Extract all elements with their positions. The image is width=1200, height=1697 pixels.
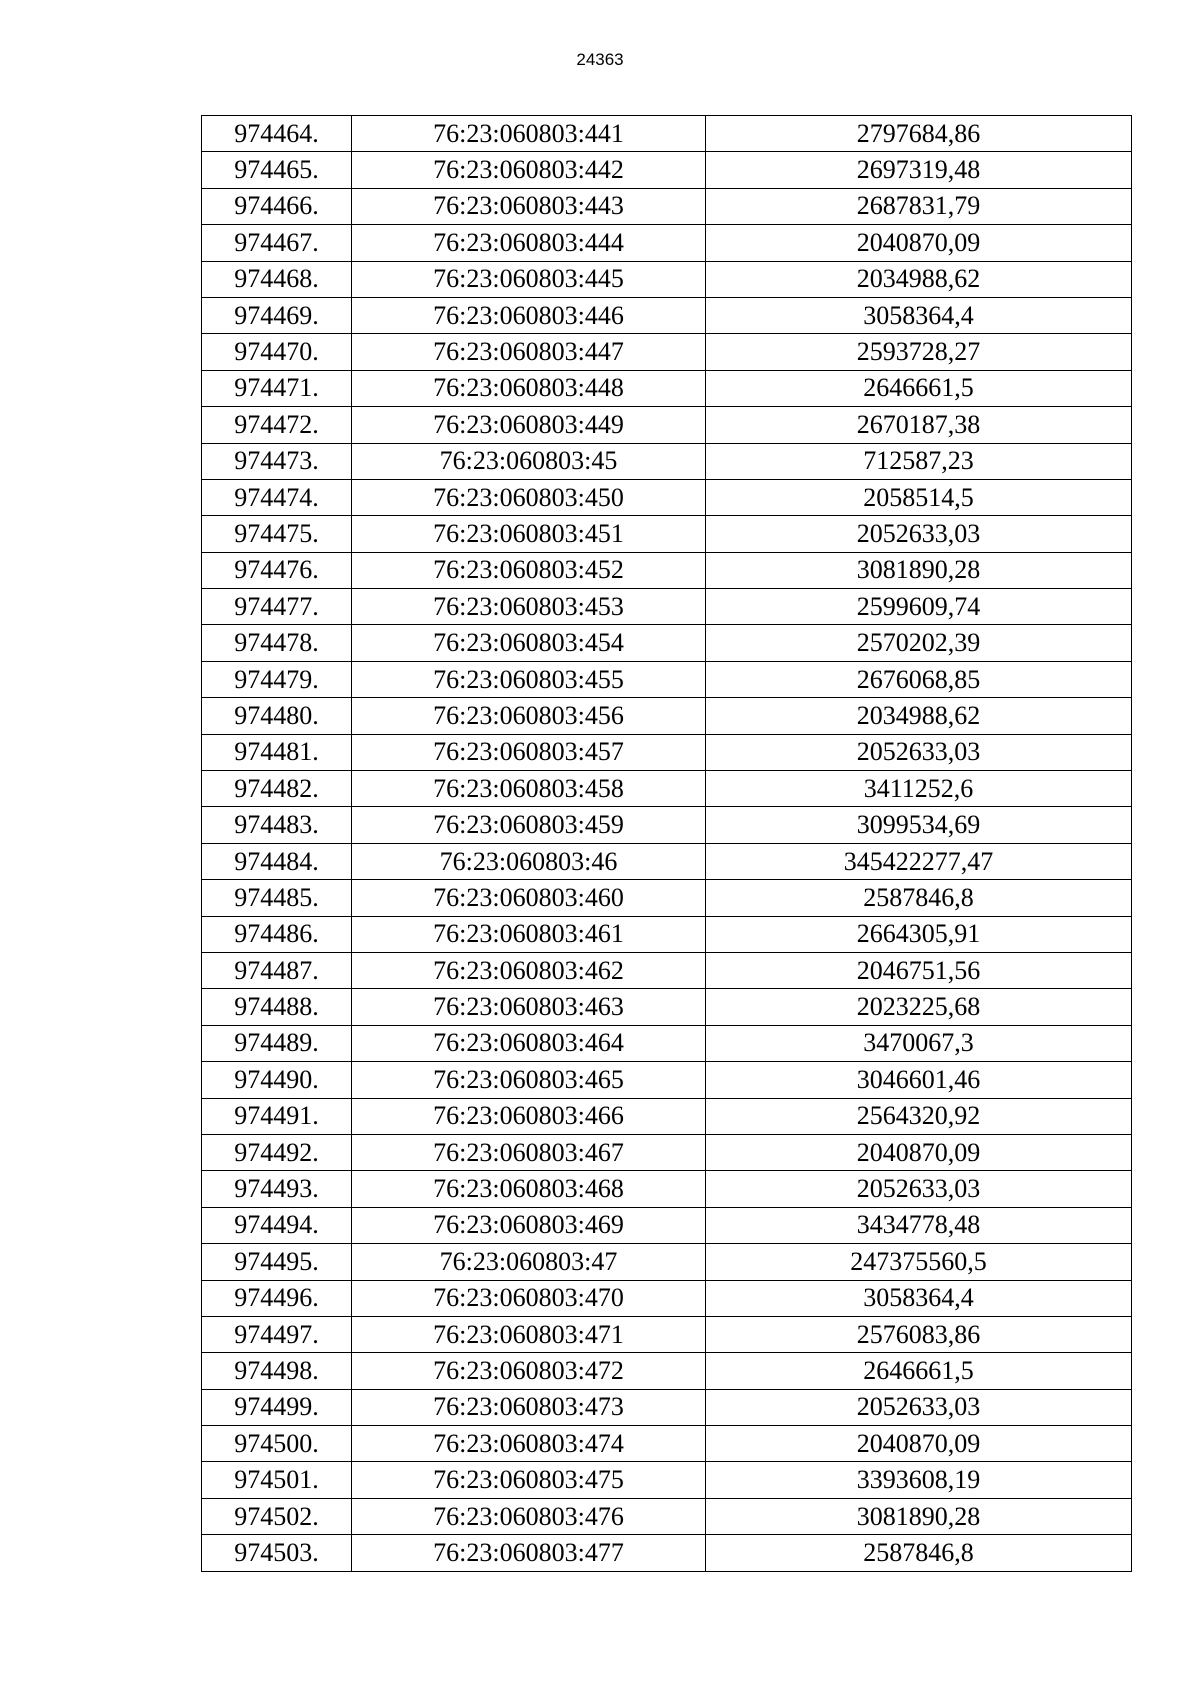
table-row — [202, 1244, 1132, 1280]
row-number-cell: 974502. — [202, 1498, 352, 1534]
table-row — [202, 771, 1132, 807]
cadastral-number-cell: 76:23:060803:466 — [352, 1098, 706, 1134]
row-number-cell: 974503. — [202, 1535, 352, 1571]
cadastral-value-cell: 2040870,09 — [706, 1134, 1132, 1170]
cadastral-value-cell: 2052633,03 — [706, 1171, 1132, 1207]
cadastral-value-cell: 2646661,5 — [706, 370, 1132, 406]
cadastral-number-cell: 76:23:060803:463 — [352, 989, 706, 1025]
cadastral-number-cell: 76:23:060803:452 — [352, 552, 706, 588]
cadastral-value-cell: 2599609,74 — [706, 589, 1132, 625]
table-row — [202, 407, 1132, 443]
cadastral-value-cell: 247375560,5 — [706, 1244, 1132, 1280]
cadastral-value-cell: 3081890,28 — [706, 1498, 1132, 1534]
cadastral-number-cell: 76:23:060803:470 — [352, 1280, 706, 1316]
table-row — [202, 1134, 1132, 1170]
row-number-cell: 974477. — [202, 589, 352, 625]
row-number-cell: 974480. — [202, 698, 352, 734]
cadastral-number-cell: 76:23:060803:456 — [352, 698, 706, 734]
table-row — [202, 479, 1132, 515]
row-number-cell: 974486. — [202, 916, 352, 952]
row-number-cell: 974476. — [202, 552, 352, 588]
cadastral-value-cell: 2676068,85 — [706, 661, 1132, 697]
table-row — [202, 589, 1132, 625]
cadastral-value-cell: 2687831,79 — [706, 188, 1132, 224]
cadastral-value-cell: 3058364,4 — [706, 1280, 1132, 1316]
cadastral-number-cell: 76:23:060803:445 — [352, 261, 706, 297]
cadastral-value-cell: 2040870,09 — [706, 1426, 1132, 1462]
cadastral-number-cell: 76:23:060803:459 — [352, 807, 706, 843]
table-row — [202, 370, 1132, 406]
row-number-cell: 974472. — [202, 407, 352, 443]
table-row — [202, 1535, 1132, 1571]
cadastral-value-cell: 2587846,8 — [706, 880, 1132, 916]
cadastral-number-cell: 76:23:060803:458 — [352, 771, 706, 807]
row-number-cell: 974469. — [202, 297, 352, 333]
row-number-cell: 974484. — [202, 843, 352, 879]
cadastral-value-cell: 2797684,86 — [706, 116, 1132, 152]
row-number-cell: 974487. — [202, 952, 352, 988]
cadastral-value-cell: 2664305,91 — [706, 916, 1132, 952]
table-row — [202, 552, 1132, 588]
row-number-cell: 974497. — [202, 1316, 352, 1352]
table-row — [202, 916, 1132, 952]
cadastral-number-cell: 76:23:060803:446 — [352, 297, 706, 333]
table-row — [202, 734, 1132, 770]
table-row — [202, 698, 1132, 734]
table-row — [202, 1462, 1132, 1498]
row-number-cell: 974475. — [202, 516, 352, 552]
cadastral-value-cell: 2697319,48 — [706, 152, 1132, 188]
cadastral-value-cell: 2040870,09 — [706, 225, 1132, 261]
table-row — [202, 116, 1132, 152]
cadastral-value-cell: 2034988,62 — [706, 698, 1132, 734]
cadastral-number-cell: 76:23:060803:457 — [352, 734, 706, 770]
cadastral-value-cell: 2052633,03 — [706, 516, 1132, 552]
table-row — [202, 1426, 1132, 1462]
table-row — [202, 1498, 1132, 1534]
table-row — [202, 1098, 1132, 1134]
cadastral-value-cell: 2670187,38 — [706, 407, 1132, 443]
row-number-cell: 974473. — [202, 443, 352, 479]
table-row — [202, 261, 1132, 297]
cadastral-value-cell: 2023225,68 — [706, 989, 1132, 1025]
cadastral-value-cell: 3046601,46 — [706, 1062, 1132, 1098]
cadastral-number-cell: 76:23:060803:475 — [352, 1462, 706, 1498]
cadastral-number-cell: 76:23:060803:450 — [352, 479, 706, 515]
row-number-cell: 974500. — [202, 1426, 352, 1462]
cadastral-number-cell: 76:23:060803:45 — [352, 443, 706, 479]
cadastral-number-cell: 76:23:060803:443 — [352, 188, 706, 224]
cadastral-number-cell: 76:23:060803:473 — [352, 1389, 706, 1425]
cadastral-number-cell: 76:23:060803:465 — [352, 1062, 706, 1098]
cadastral-value-cell: 3058364,4 — [706, 297, 1132, 333]
cadastral-value-cell: 3411252,6 — [706, 771, 1132, 807]
cadastral-value-cell: 345422277,47 — [706, 843, 1132, 879]
table-row — [202, 1025, 1132, 1061]
cadastral-number-cell: 76:23:060803:448 — [352, 370, 706, 406]
cadastral-number-cell: 76:23:060803:471 — [352, 1316, 706, 1352]
cadastral-number-cell: 76:23:060803:441 — [352, 116, 706, 152]
table-row — [202, 989, 1132, 1025]
row-number-cell: 974470. — [202, 334, 352, 370]
table-row — [202, 334, 1132, 370]
cadastral-value-cell: 2564320,92 — [706, 1098, 1132, 1134]
row-number-cell: 974478. — [202, 625, 352, 661]
cadastral-number-cell: 76:23:060803:469 — [352, 1207, 706, 1243]
table-row — [202, 625, 1132, 661]
row-number-cell: 974471. — [202, 370, 352, 406]
table-row — [202, 1353, 1132, 1389]
cadastral-number-cell: 76:23:060803:46 — [352, 843, 706, 879]
row-number-cell: 974465. — [202, 152, 352, 188]
cadastral-value-cell: 2587846,8 — [706, 1535, 1132, 1571]
table-row — [202, 1062, 1132, 1098]
cadastral-value-cell: 2570202,39 — [706, 625, 1132, 661]
table-row — [202, 1207, 1132, 1243]
cadastral-number-cell: 76:23:060803:451 — [352, 516, 706, 552]
row-number-cell: 974466. — [202, 188, 352, 224]
cadastral-value-cell: 712587,23 — [706, 443, 1132, 479]
row-number-cell: 974496. — [202, 1280, 352, 1316]
cadastral-number-cell: 76:23:060803:444 — [352, 225, 706, 261]
table-row — [202, 661, 1132, 697]
cadastral-value-cell: 3470067,3 — [706, 1025, 1132, 1061]
row-number-cell: 974491. — [202, 1098, 352, 1134]
row-number-cell: 974464. — [202, 116, 352, 152]
cadastral-value-cell: 2052633,03 — [706, 1389, 1132, 1425]
cadastral-number-cell: 76:23:060803:476 — [352, 1498, 706, 1534]
cadastral-value-cell: 3434778,48 — [706, 1207, 1132, 1243]
cadastral-number-cell: 76:23:060803:468 — [352, 1171, 706, 1207]
row-number-cell: 974474. — [202, 479, 352, 515]
table-row — [202, 152, 1132, 188]
row-number-cell: 974482. — [202, 771, 352, 807]
table-row — [202, 843, 1132, 879]
row-number-cell: 974483. — [202, 807, 352, 843]
cadastral-number-cell: 76:23:060803:47 — [352, 1244, 706, 1280]
row-number-cell: 974481. — [202, 734, 352, 770]
cadastral-value-cell: 3081890,28 — [706, 552, 1132, 588]
table-row — [202, 1280, 1132, 1316]
cadastral-number-cell: 76:23:060803:472 — [352, 1353, 706, 1389]
cadastral-number-cell: 76:23:060803:460 — [352, 880, 706, 916]
cadastral-number-cell: 76:23:060803:449 — [352, 407, 706, 443]
row-number-cell: 974494. — [202, 1207, 352, 1243]
table-row — [202, 443, 1132, 479]
cadastral-number-cell: 76:23:060803:453 — [352, 589, 706, 625]
row-number-cell: 974493. — [202, 1171, 352, 1207]
table-row — [202, 807, 1132, 843]
table-row — [202, 297, 1132, 333]
cadastral-number-cell: 76:23:060803:477 — [352, 1535, 706, 1571]
cadastral-number-cell: 76:23:060803:442 — [352, 152, 706, 188]
table-row — [202, 952, 1132, 988]
table-row — [202, 1316, 1132, 1352]
row-number-cell: 974495. — [202, 1244, 352, 1280]
row-number-cell: 974489. — [202, 1025, 352, 1061]
cadastral-number-cell: 76:23:060803:464 — [352, 1025, 706, 1061]
table-row — [202, 516, 1132, 552]
table-row — [202, 880, 1132, 916]
cadastral-value-cell: 2052633,03 — [706, 734, 1132, 770]
cadastral-number-cell: 76:23:060803:455 — [352, 661, 706, 697]
row-number-cell: 974499. — [202, 1389, 352, 1425]
cadastral-number-cell: 76:23:060803:474 — [352, 1426, 706, 1462]
table-row — [202, 1389, 1132, 1425]
cadastral-number-cell: 76:23:060803:461 — [352, 916, 706, 952]
cadastral-value-table — [201, 115, 1132, 1572]
cadastral-value-cell: 2576083,86 — [706, 1316, 1132, 1352]
table-body — [202, 116, 1132, 1572]
table-row — [202, 1171, 1132, 1207]
cadastral-value-cell: 2646661,5 — [706, 1353, 1132, 1389]
table-row — [202, 188, 1132, 224]
row-number-cell: 974488. — [202, 989, 352, 1025]
cadastral-number-cell: 76:23:060803:467 — [352, 1134, 706, 1170]
cadastral-value-cell: 2058514,5 — [706, 479, 1132, 515]
cadastral-value-cell: 2046751,56 — [706, 952, 1132, 988]
cadastral-value-cell: 3393608,19 — [706, 1462, 1132, 1498]
row-number-cell: 974498. — [202, 1353, 352, 1389]
cadastral-number-cell: 76:23:060803:447 — [352, 334, 706, 370]
cadastral-value-cell: 2034988,62 — [706, 261, 1132, 297]
row-number-cell: 974467. — [202, 225, 352, 261]
cadastral-value-cell: 2593728,27 — [706, 334, 1132, 370]
row-number-cell: 974501. — [202, 1462, 352, 1498]
page-number: 24363 — [576, 50, 624, 69]
cadastral-value-cell: 3099534,69 — [706, 807, 1132, 843]
row-number-cell: 974468. — [202, 261, 352, 297]
table-row — [202, 225, 1132, 261]
cadastral-number-cell: 76:23:060803:462 — [352, 952, 706, 988]
row-number-cell: 974492. — [202, 1134, 352, 1170]
row-number-cell: 974485. — [202, 880, 352, 916]
row-number-cell: 974490. — [202, 1062, 352, 1098]
row-number-cell: 974479. — [202, 661, 352, 697]
cadastral-number-cell: 76:23:060803:454 — [352, 625, 706, 661]
